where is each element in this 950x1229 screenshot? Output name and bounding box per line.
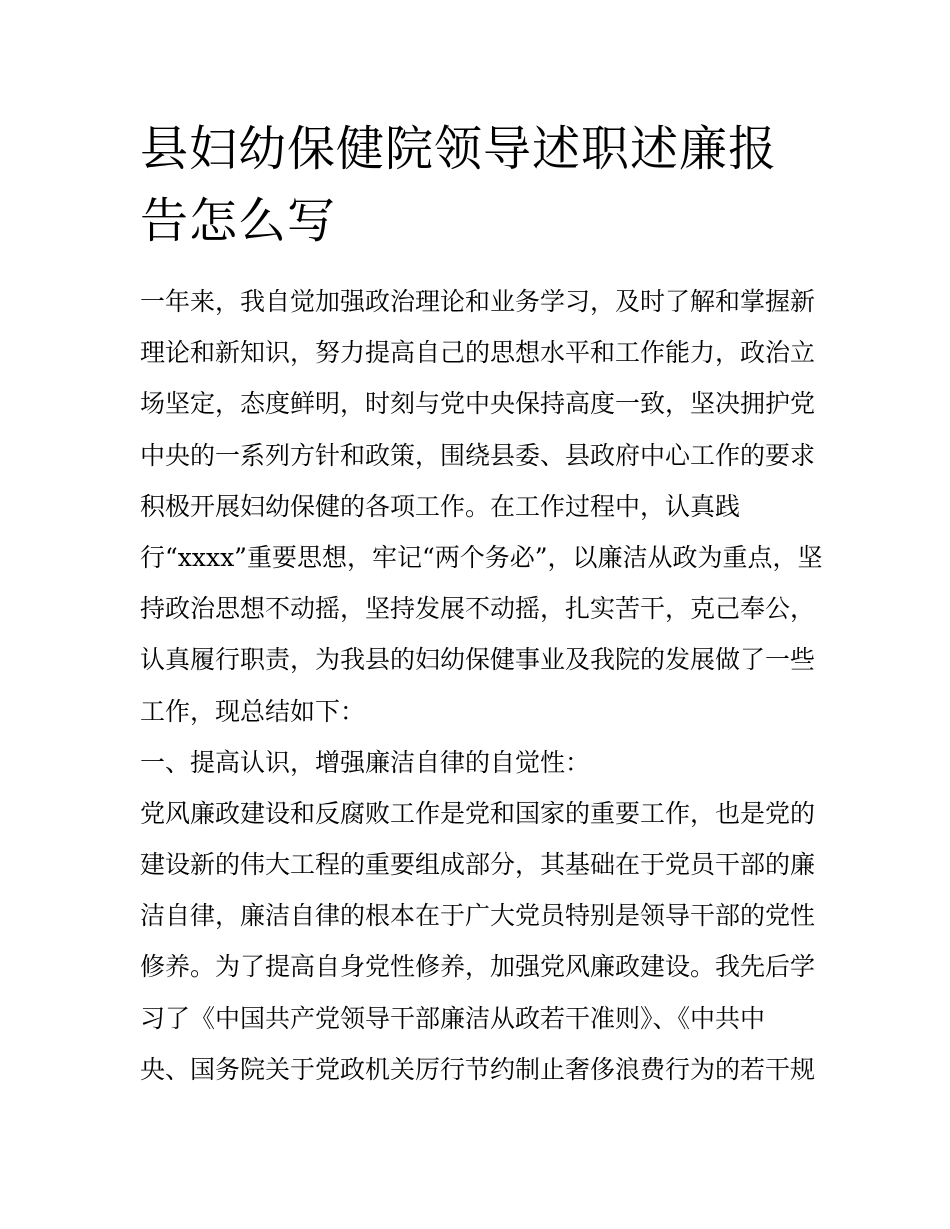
body-line: 认真履行职责，为我县的妇幼保健事业及我院的发展做了一些	[140, 645, 816, 675]
body-line: 理论和新知识，努力提高自己的思想水平和工作能力，政治立	[140, 338, 816, 368]
body-line: 场坚定，态度鲜明，时刻与党中央保持高度一致，坚决拥护党	[140, 389, 816, 419]
section-heading: 一、提高认识，增强廉洁自律的自觉性：	[140, 747, 591, 777]
body-line: 修养。为了提高自身党性修养，加强党风廉政建设。我先后学	[140, 952, 816, 982]
document-title	[140, 113, 820, 257]
body-line: 一年来，我自觉加强政治理论和业务学习，及时了解和掌握新	[140, 287, 816, 316]
body-line: 行“xxxx”重要思想，牢记“两个务必”，以廉洁从政为重点，坚	[140, 542, 823, 572]
body-line: 央、国务院关于党政机关厉行节约制止奢侈浪费行为的若干规	[140, 1054, 816, 1084]
body-line: 习了《中国共产党领导干部廉洁从政若干准则》、《中共中	[140, 1003, 766, 1033]
body-line: 建设新的伟大工程的重要组成部分，其基础在于党员干部的廉	[140, 850, 816, 880]
title-line: 告怎么写	[140, 193, 337, 249]
body-line: 洁自律，廉洁自律的根本在于广大党员特别是领导干部的党性	[140, 901, 816, 931]
body-line: 积极开展妇幼保健的各项工作。在工作过程中，认真践	[140, 491, 741, 521]
body-line: 中央的一系列方针和政策，围绕县委、县政府中心工作的要求	[140, 440, 816, 470]
body-line: 工作，现总结如下：	[140, 696, 366, 726]
body-line: 党风廉政建设和反腐败工作是党和国家的重要工作，也是党的	[140, 798, 816, 828]
body-line: 持政治思想不动摇，坚持发展不动摇，扎实苦干，克己奉公，	[140, 594, 816, 624]
document-body	[140, 276, 830, 1095]
title-line: 县妇幼保健院领导述职述廉报	[140, 121, 778, 177]
